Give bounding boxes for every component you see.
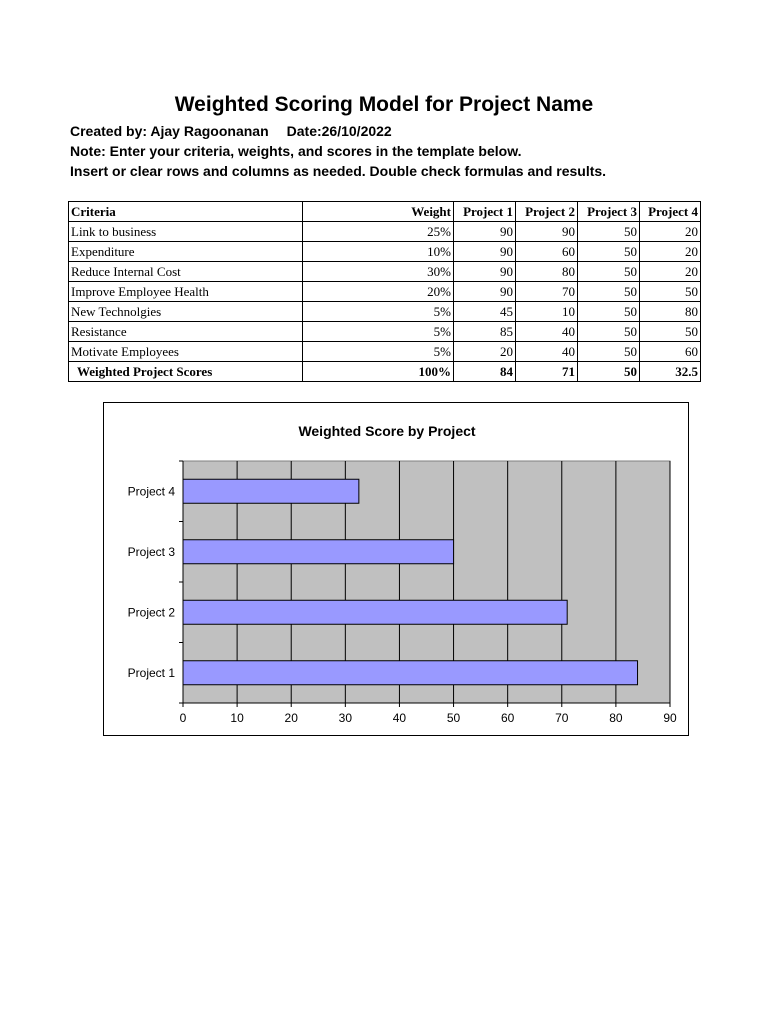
x-tick-label: 10	[230, 711, 244, 725]
note-text: Note: Enter your criteria, weights, and scores in the template below.	[70, 143, 522, 159]
x-tick-label: 20	[284, 711, 298, 725]
criteria-cell[interactable]: Resistance	[69, 322, 303, 342]
score-cell[interactable]: 90	[454, 262, 516, 282]
x-tick-label: 50	[446, 711, 461, 725]
score-cell[interactable]: 10	[516, 302, 578, 322]
total-weight-cell[interactable]: 100%	[303, 362, 454, 382]
criteria-cell[interactable]: Motivate Employees	[69, 342, 303, 362]
y-tick-label: Project 4	[127, 484, 175, 499]
x-tick-label: 60	[500, 711, 515, 725]
score-cell[interactable]: 45	[454, 302, 516, 322]
bar-project-2	[183, 600, 567, 624]
table-row	[69, 262, 701, 282]
criteria-cell[interactable]: New Technolgies	[69, 302, 303, 322]
weight-cell[interactable]: 5%	[303, 322, 454, 342]
criteria-cell[interactable]: Expenditure	[69, 242, 303, 262]
page-title: Weighted Scoring Model for Project Name	[174, 93, 594, 116]
chart-title: Weighted Score by Project	[298, 423, 476, 439]
header-project-3: Project 3	[578, 202, 640, 222]
date-text: Date:26/10/2022	[286, 123, 392, 139]
score-cell[interactable]: 50	[578, 282, 640, 302]
x-tick-label: 90	[663, 711, 677, 725]
criteria-cell[interactable]: Reduce Internal Cost	[69, 262, 303, 282]
chart-container[interactable]	[103, 402, 689, 736]
score-cell[interactable]: 20	[640, 222, 701, 242]
x-tick-label: 30	[338, 711, 353, 725]
score-cell[interactable]: 90	[454, 282, 516, 302]
score-cell[interactable]: 85	[454, 322, 516, 342]
weight-cell[interactable]: 5%	[303, 342, 454, 362]
x-tick-label: 0	[179, 711, 187, 725]
header-criteria: Criteria	[69, 202, 303, 222]
bar-project-1	[183, 661, 638, 685]
score-cell[interactable]: 20	[640, 262, 701, 282]
x-tick-label: 80	[609, 711, 623, 725]
created-by: Created by: Ajay Ragoonanan	[70, 123, 269, 139]
header-project-4: Project 4	[640, 202, 701, 222]
total-row	[69, 362, 701, 382]
y-tick-label: Project 2	[127, 605, 175, 620]
table-row	[69, 322, 701, 342]
y-tick-label: Project 3	[127, 544, 175, 559]
score-cell[interactable]: 50	[578, 262, 640, 282]
score-cell[interactable]: 50	[578, 302, 640, 322]
weight-cell[interactable]: 5%	[303, 302, 454, 322]
header-weight: Weight	[303, 202, 454, 222]
score-cell[interactable]: 50	[578, 322, 640, 342]
bar-project-4	[183, 479, 359, 503]
total-score-cell[interactable]: 50	[578, 362, 640, 382]
bar-project-3	[183, 540, 454, 564]
header-project-1: Project 1	[454, 202, 516, 222]
author-line	[70, 123, 392, 139]
score-cell[interactable]: 50	[578, 342, 640, 362]
criteria-cell[interactable]: Link to business	[69, 222, 303, 242]
scoring-table	[68, 201, 701, 382]
score-cell[interactable]: 90	[454, 222, 516, 242]
score-cell[interactable]: 20	[454, 342, 516, 362]
x-tick-label: 70	[555, 711, 569, 725]
total-label-cell[interactable]: Weighted Project Scores	[69, 362, 303, 382]
weight-cell[interactable]: 25%	[303, 222, 454, 242]
criteria-cell[interactable]: Improve Employee Health	[69, 282, 303, 302]
score-cell[interactable]: 90	[516, 222, 578, 242]
table-row	[69, 282, 701, 302]
score-cell[interactable]: 40	[516, 322, 578, 342]
score-cell[interactable]: 50	[578, 222, 640, 242]
score-cell[interactable]: 60	[516, 242, 578, 262]
table-header-row	[69, 202, 701, 222]
score-cell[interactable]: 70	[516, 282, 578, 302]
instruction-text: Insert or clear rows and columns as needed. Double check formulas and results.	[70, 163, 607, 179]
score-cell[interactable]: 50	[640, 322, 701, 342]
bar-chart	[104, 403, 688, 735]
total-score-cell[interactable]: 84	[454, 362, 516, 382]
score-cell[interactable]: 90	[454, 242, 516, 262]
table-row	[69, 342, 701, 362]
score-cell[interactable]: 50	[578, 242, 640, 262]
score-cell[interactable]: 50	[640, 282, 701, 302]
score-cell[interactable]: 60	[640, 342, 701, 362]
x-tick-label: 40	[392, 711, 407, 725]
table-row	[69, 222, 701, 242]
total-score-cell[interactable]: 32.5	[640, 362, 701, 382]
score-cell[interactable]: 20	[640, 242, 701, 262]
weight-cell[interactable]: 30%	[303, 262, 454, 282]
weight-cell[interactable]: 20%	[303, 282, 454, 302]
table-row	[69, 242, 701, 262]
score-cell[interactable]: 80	[640, 302, 701, 322]
y-tick-label: Project 1	[127, 665, 175, 680]
score-cell[interactable]: 40	[516, 342, 578, 362]
table-row	[69, 302, 701, 322]
weight-cell[interactable]: 10%	[303, 242, 454, 262]
header-project-2: Project 2	[516, 202, 578, 222]
score-cell[interactable]: 80	[516, 262, 578, 282]
total-score-cell[interactable]: 71	[516, 362, 578, 382]
plot-area	[128, 461, 677, 725]
